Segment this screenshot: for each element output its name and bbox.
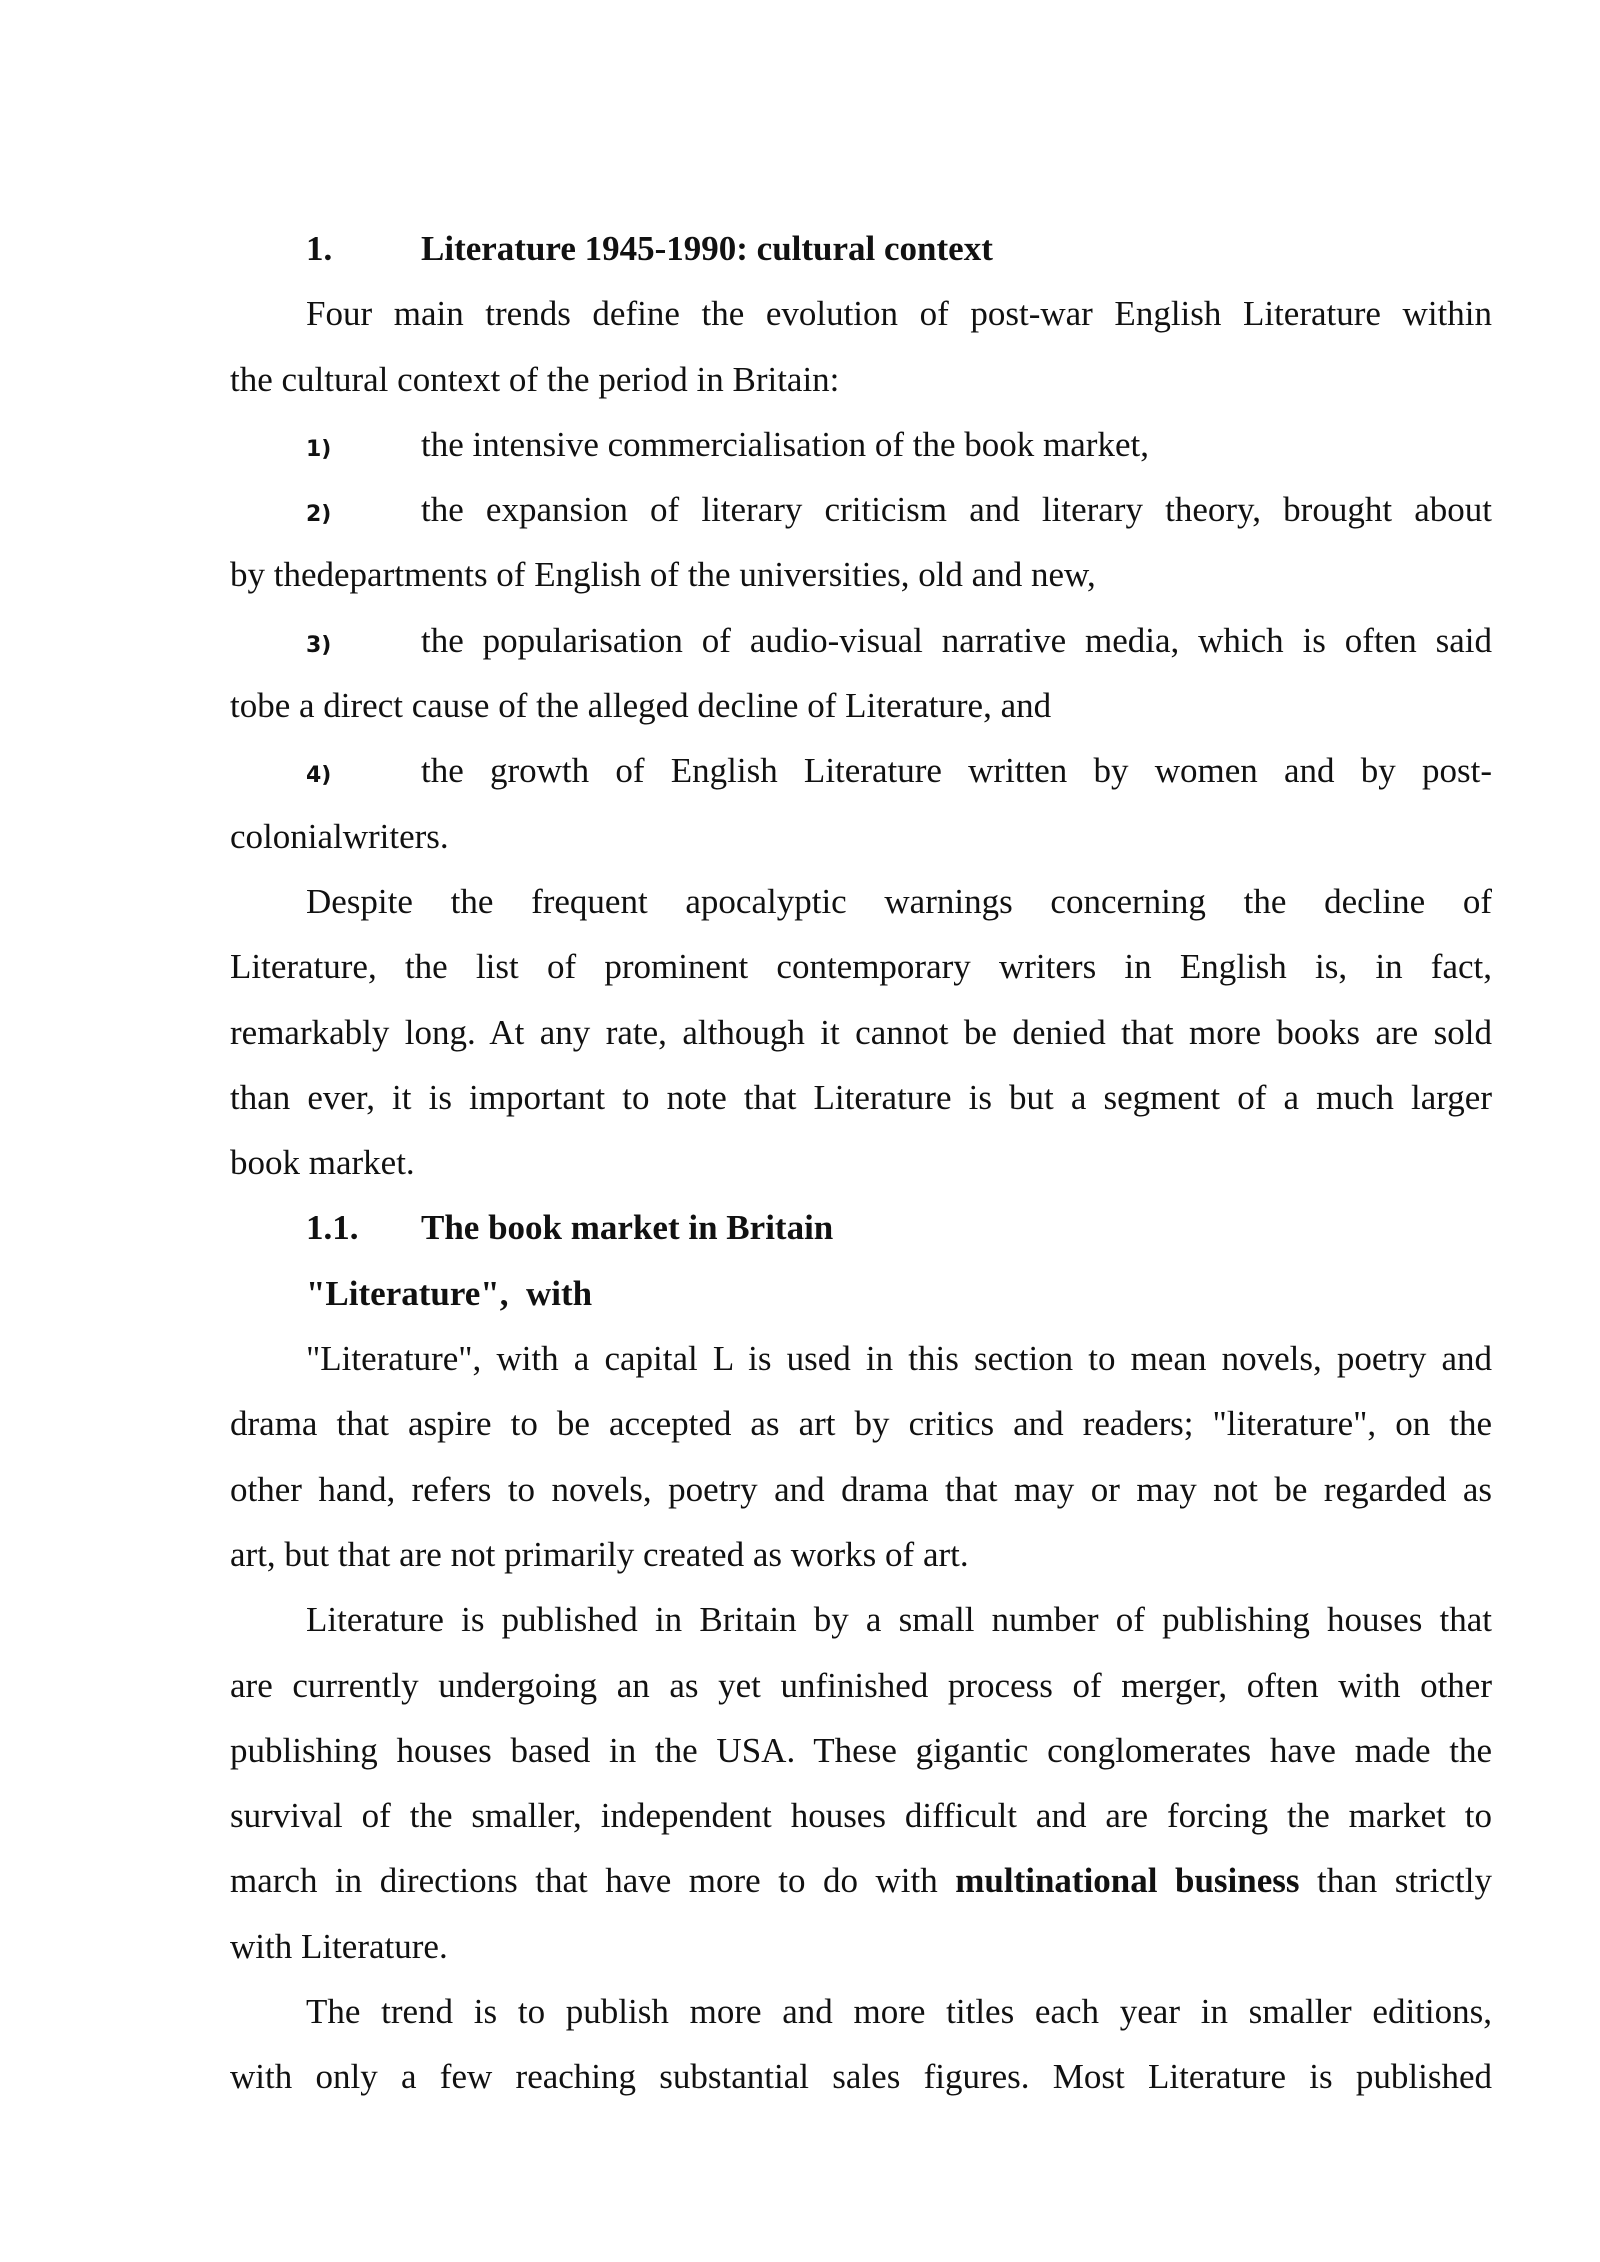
paragraph-line: than ever, it is important to note that Literature is but a segment of a much larger — [230, 1077, 1492, 1117]
paragraph-line — [230, 1848, 1492, 1913]
paragraph-line: Despite the frequent apocalyptic warnings concerning the decline of — [306, 881, 1492, 921]
subsection-number: 1.1. — [306, 1208, 359, 1248]
intro-line: the cultural context of the period in Britain: — [230, 359, 840, 399]
intro-line: Four main trends define the evolution of post-war English Literature within — [306, 294, 1492, 334]
text-run: march in directions that have more to do with — [230, 1861, 956, 1901]
paragraph-line: other hand, refers to novels, poetry and drama that may or may not be regarded as — [230, 1469, 1492, 1509]
paragraph-line: art, but that are not primarily created as works of art. — [230, 1534, 969, 1574]
paragraph-line: book market. — [230, 1143, 415, 1183]
paragraph-line: Literature is published in Britain by a small number of publishing houses that — [306, 1600, 1492, 1640]
list-item-text: the growth of English Literature written by women and by post- — [421, 751, 1492, 791]
list-item-continuation: by thedepartments of English of the universities, old and new, — [230, 555, 1096, 595]
paragraph-line: Literature, the list of prominent contemporary writers in English is, in fact, — [230, 947, 1492, 987]
section-heading — [230, 216, 1492, 281]
paragraph-line: publishing houses based in the USA. These gigantic conglomerates have made the — [230, 1730, 1492, 1770]
paragraph-line: survival of the smaller, independent houses difficult and are forcing the market to — [230, 1796, 1492, 1836]
paragraph-line: "Literature", with a capital L is used in this section to mean novels, poetry and — [306, 1339, 1492, 1379]
list-item-text: the expansion of literary criticism and literary theory, brought about — [421, 490, 1492, 530]
list-marker: 3) — [306, 632, 332, 658]
list-item-continuation: colonialwriters. — [230, 816, 449, 856]
paragraph-line: with Literature. — [230, 1926, 448, 1966]
list-item-continuation: tobe a direct cause of the alleged decline of Literature, and — [230, 686, 1052, 726]
paragraph-line: are currently undergoing an as yet unfinished process of merger, often with other — [230, 1665, 1492, 1705]
paragraph-line: drama that aspire to be accepted as art by critics and readers; "literature", on the — [230, 1404, 1492, 1444]
page-content — [230, 216, 1492, 2110]
list-marker: 1) — [306, 436, 332, 462]
list-item — [230, 477, 1492, 542]
subsection-title: The book market in Britain — [421, 1208, 834, 1248]
list-item-text: the popularisation of audio-visual narrative media, which is often said — [421, 620, 1492, 660]
list-item — [230, 738, 1492, 803]
list-marker: 2) — [306, 502, 332, 528]
subsection-heading — [230, 1195, 1492, 1260]
list-item — [230, 608, 1492, 673]
paragraph-line: The trend is to publish more and more titles each year in smaller editions, — [306, 1992, 1492, 2032]
bold-phrase: multinational business — [955, 1861, 1300, 1901]
list-item-text: the intensive commercialisation of the book market, — [421, 424, 1149, 464]
section-number: 1. — [306, 229, 333, 268]
list-marker: 4) — [306, 763, 332, 789]
paragraph-line: with only a few reaching substantial sales figures. Most Literature is published — [230, 2057, 1492, 2097]
section-title: Literature 1945-1990: cultural context — [421, 229, 993, 268]
text-run: than strictly — [1299, 1861, 1492, 1901]
paragraph-line: remarkably long. At any rate, although it cannot be denied that more books are sold — [230, 1012, 1492, 1052]
list-item — [230, 412, 1492, 477]
bold-subheading: "Literature", with — [306, 1273, 593, 1313]
